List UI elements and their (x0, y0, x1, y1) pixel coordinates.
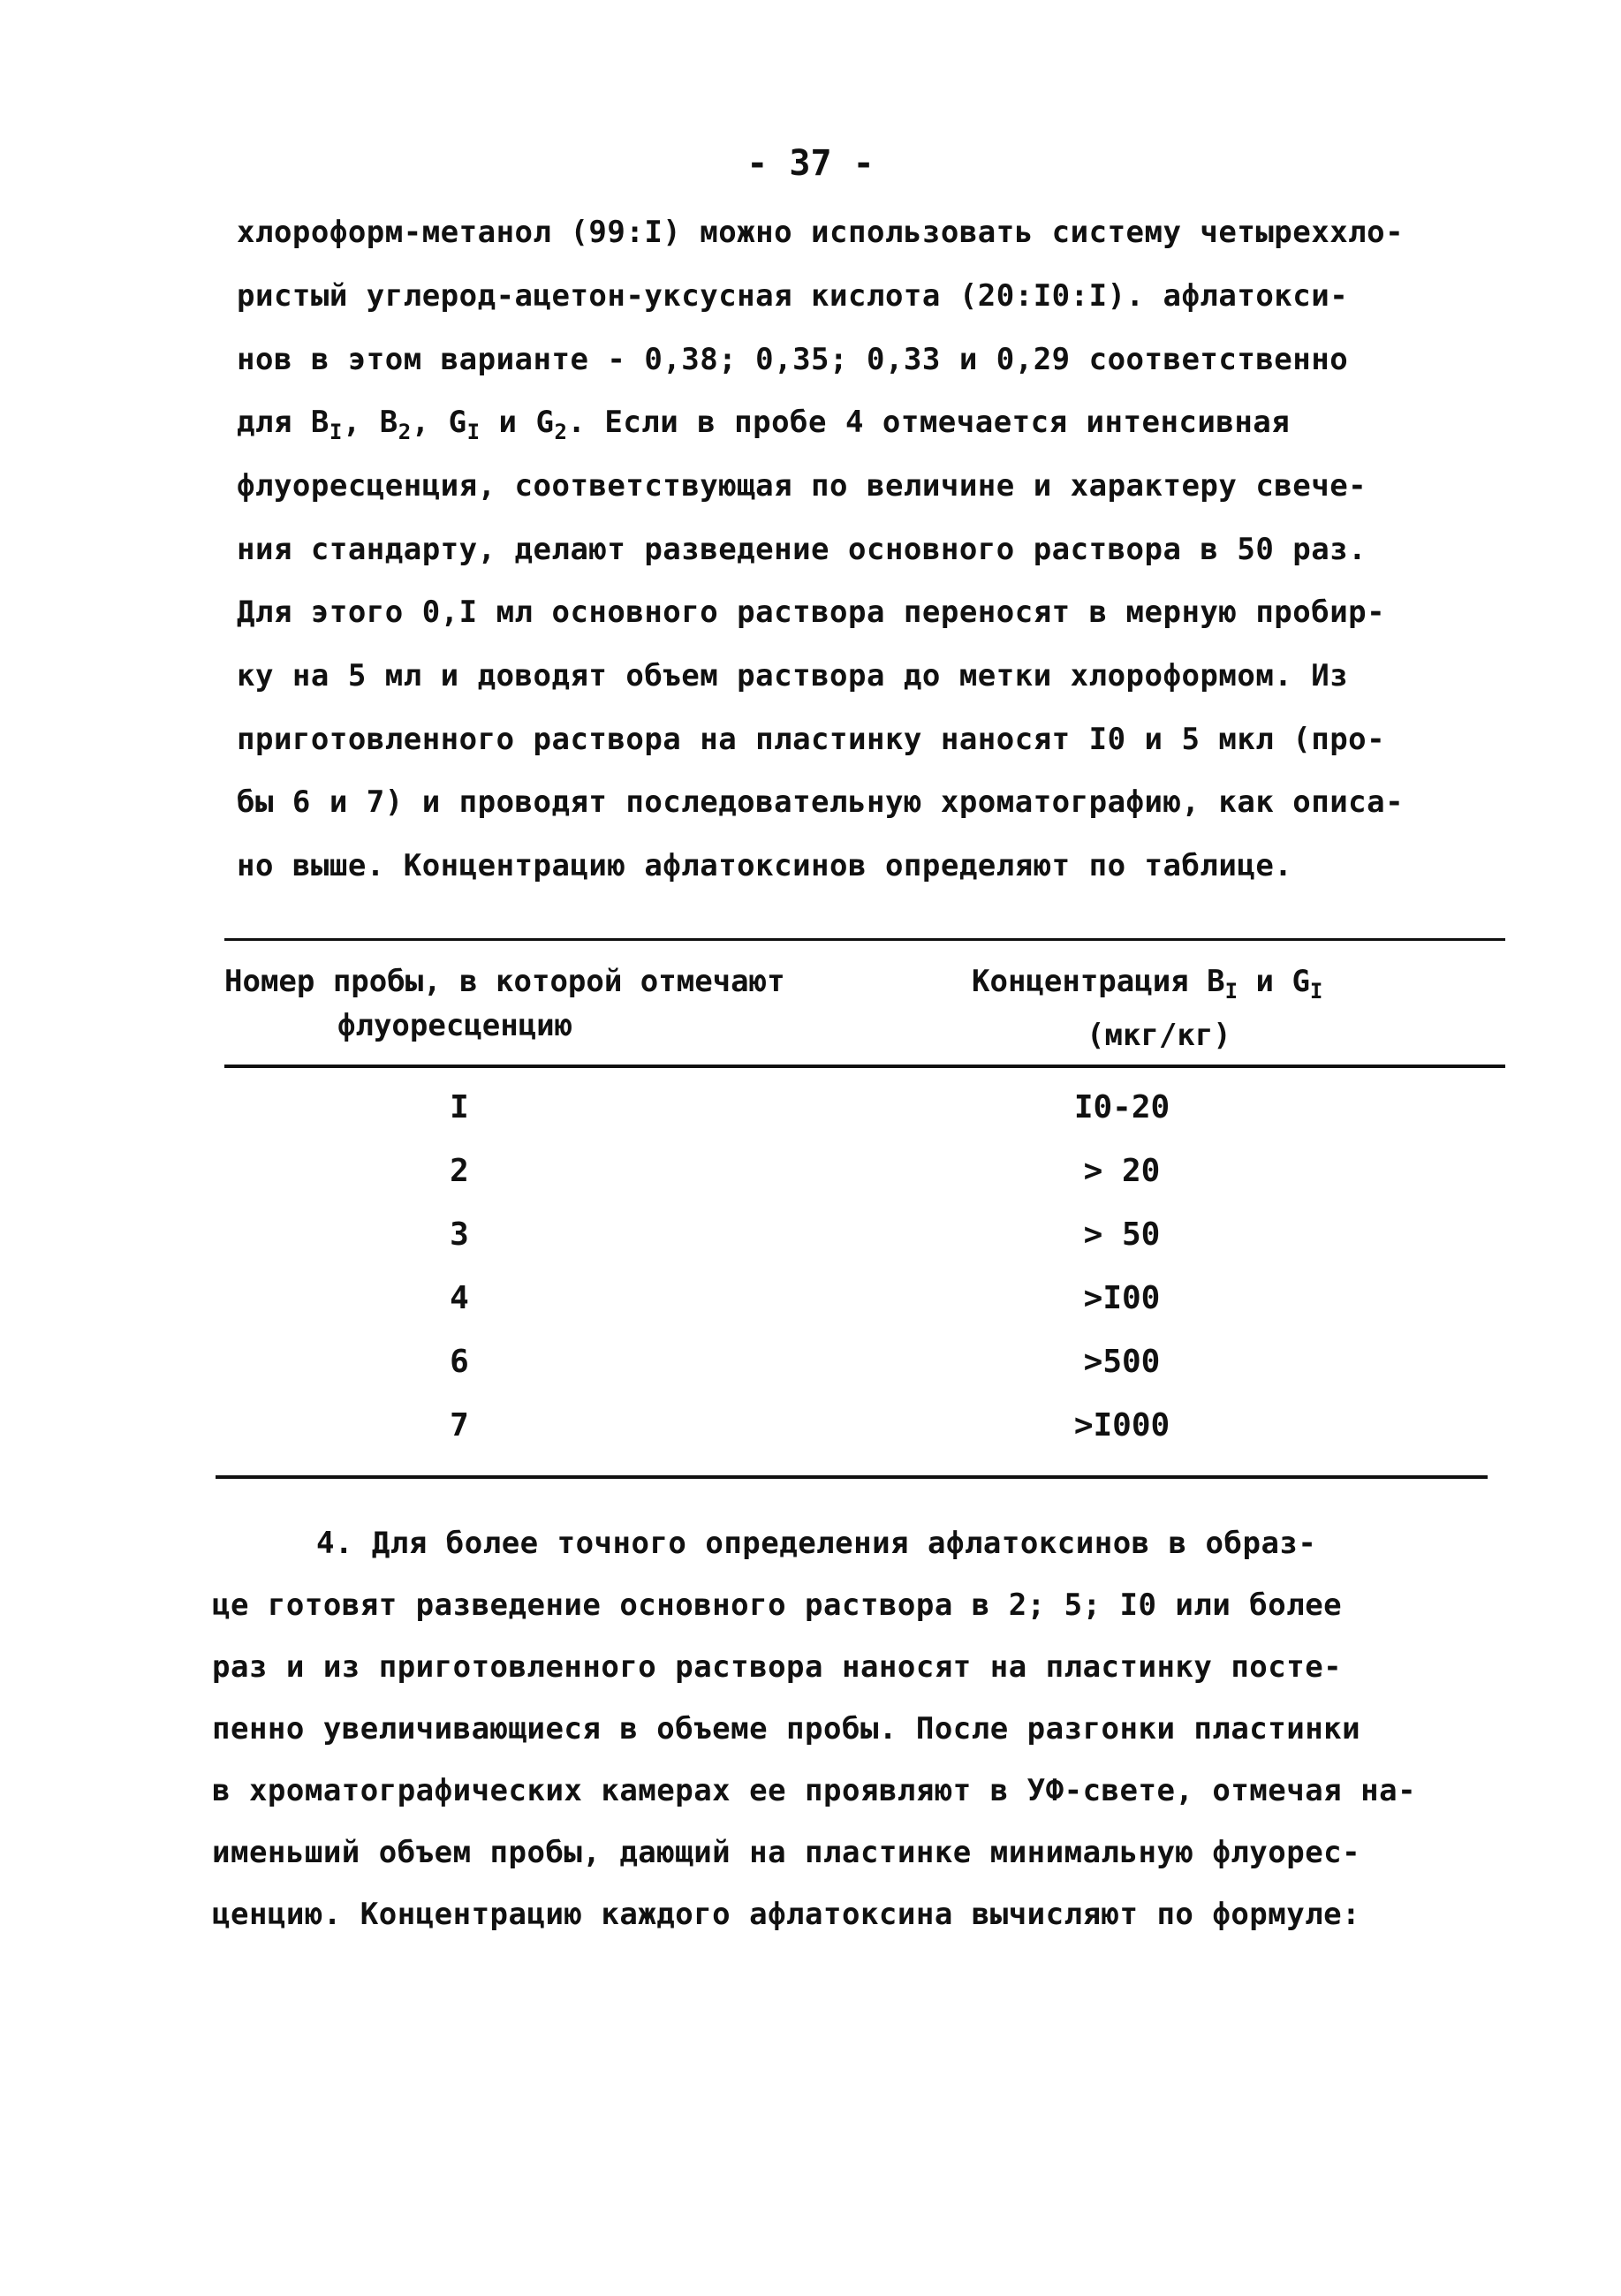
paragraph-2-line-4: пенно увеличивающиеся в объеме пробы. После разгонки пластинки (212, 1711, 1361, 1747)
paragraph-1-line-11: но выше. Концентрацию афлатоксинов определяют по таблице. (237, 848, 1293, 883)
table-header-probe-line-2: флуоресценцию (337, 1008, 573, 1043)
paragraph-1-line-8: ку на 5 мл и доводят объем раствора до метки хлороформом. Из (237, 658, 1349, 693)
paragraph-1-line-6: ния стандарту, делают разведение основного раствора в 50 раз. (237, 532, 1367, 567)
text-fragment: , G (411, 405, 467, 440)
page-number: - 37 - (746, 143, 875, 184)
table-cell-concentration: >I00 (1083, 1280, 1161, 1316)
paragraph-2-line-7: ценцию. Концентрацию каждого афлатоксина вычисляют по формуле: (212, 1897, 1361, 1932)
text-fragment: и G (1238, 964, 1310, 999)
subscript: 2 (554, 420, 568, 444)
paragraph-2-line-5: в хроматографических камерах ее проявляют в УФ-свете, отмечая на- (212, 1773, 1417, 1808)
table-cell-concentration: I0-20 (1073, 1089, 1170, 1125)
table-header-probe (224, 959, 843, 1048)
subscript: I (1224, 979, 1238, 1004)
paragraph-2-line-6: именьший объем пробы, дающий на пластинке минимальную флуорес- (212, 1835, 1361, 1870)
table-cell-concentration: >500 (1083, 1344, 1161, 1380)
table-header-probe-line-1: Номер пробы, в которой отмечают (224, 964, 785, 999)
paragraph-1-line-7: Для этого 0,I мл основного раствора переносят в мерную пробир- (237, 595, 1386, 630)
paragraph-1-line-1: хлороформ-метанол (99:I) можно использовать систему четыреххло- (237, 215, 1405, 250)
table-header-concentration (972, 959, 1466, 1057)
paragraph-1-line-4 (237, 405, 1290, 444)
table-cell-probe: I (450, 1089, 469, 1125)
text-fragment: для B (237, 405, 330, 440)
paragraph-1-line-3: нов в этом варианте - 0,38; 0,35; 0,33 и 0,29 соответственно (237, 342, 1349, 377)
text-fragment: , B (342, 405, 398, 440)
table-header-rule (224, 1065, 1505, 1068)
table-cell-concentration: > 20 (1083, 1153, 1161, 1189)
table-cell-concentration: >I000 (1073, 1407, 1170, 1444)
table-header-concentration-line-2: (мкг/кг) (1087, 1018, 1231, 1053)
subscript: I (329, 420, 343, 444)
paragraph-1-line-9: приготовленного раствора на пластинку наносят I0 и 5 мкл (про- (237, 722, 1386, 757)
table-top-rule (224, 938, 1505, 941)
table-cell-probe: 7 (450, 1407, 469, 1444)
text-fragment: и G (480, 405, 555, 440)
table-cell-probe: 4 (450, 1280, 469, 1316)
text-fragment: . Если в пробе 4 отмечается интенсивная (567, 405, 1291, 440)
paragraph-1-line-2: ристый углерод-ацетон-уксусная кислота (20:I0:I). афлатокси- (237, 278, 1349, 314)
paragraph-2-line-3: раз и из приготовленного раствора наносят на пластинку посте- (212, 1649, 1343, 1685)
paragraph-2-line-1: 4. Для более точного определения афлатоксинов в образ- (316, 1526, 1317, 1561)
subscript: I (1309, 979, 1323, 1004)
paragraph-2-line-2: це готовят разведение основного раствора в 2; 5; I0 или более (212, 1587, 1343, 1623)
table-header-concentration-line-1 (972, 964, 1323, 1004)
subscript: I (466, 420, 481, 444)
paragraph-1-line-5: флуоресценция, соответствующая по величине и характеру свече- (237, 468, 1367, 504)
table-cell-probe: 3 (450, 1216, 469, 1253)
subscript: 2 (398, 420, 412, 444)
paragraph-1-line-10: бы 6 и 7) и проводят последовательную хроматографию, как описа- (237, 784, 1405, 820)
table-cell-concentration: > 50 (1083, 1216, 1161, 1253)
table-bottom-rule (216, 1475, 1488, 1479)
table-cell-probe: 6 (450, 1344, 469, 1380)
text-fragment: Концентрация B (972, 964, 1225, 999)
table-cell-probe: 2 (450, 1153, 469, 1189)
